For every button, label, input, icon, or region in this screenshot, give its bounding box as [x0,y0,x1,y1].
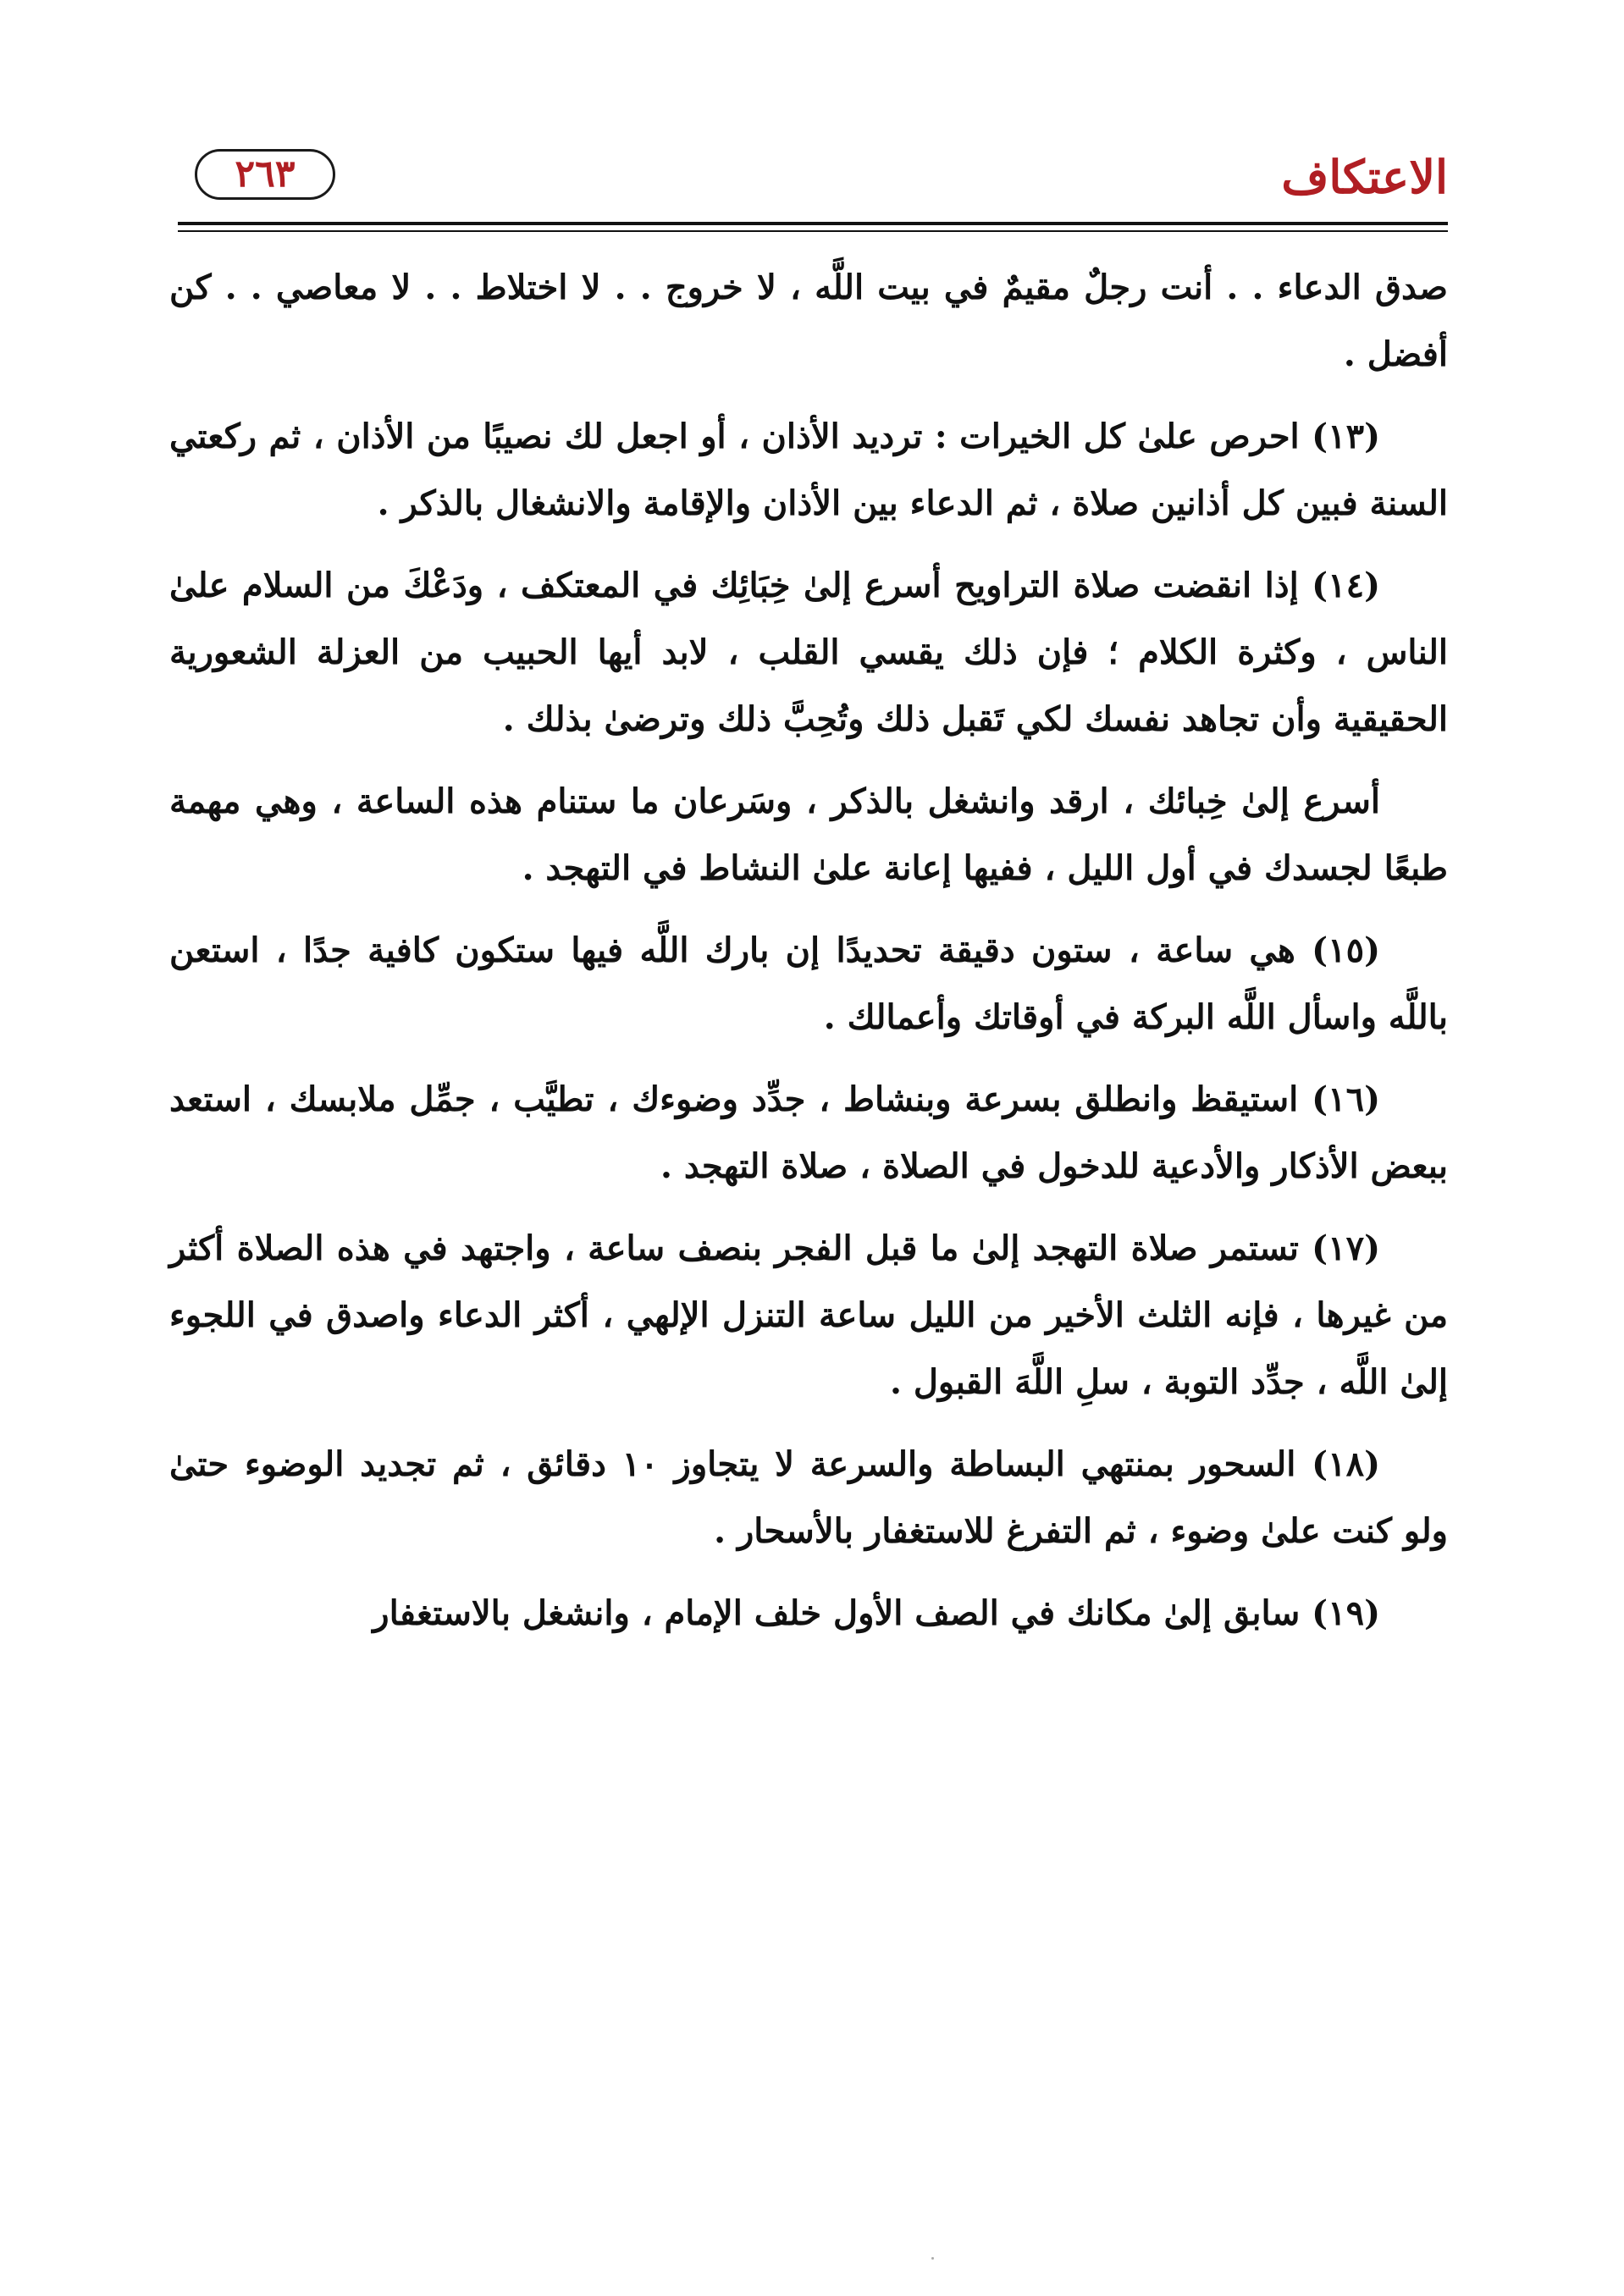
body-text [169,254,1448,2252]
header-rule-thick [178,222,1448,225]
page-footer-dot [931,2257,934,2260]
page-number: ٢٦٣ [235,152,296,196]
page-number-badge [195,149,335,200]
header-rule-thin [178,230,1448,232]
paragraph-item-15: (١٥) هي ساعة ، ستون دقيقة تحديدًا إن بارك اللَّه فيها ستكون كافية جدًا ، استعن باللَّه واسأل اللَّه البركة في أوقاتك وأعمالك . [169,930,1448,1037]
paragraph-item-17: (١٧) تستمر صلاة التهجد إلىٰ ما قبل الفجر بنصف ساعة ، واجتهد في هذه الصلاة أكثر من غيرها ، فإنه الثلث الأخير من الليل ساعة التنزل الإلهي ، أكثر الدعاء واصدق في اللجوء إلىٰ اللَّه ، جدِّد التوبة ، سلِ اللَّهَ القبول . [169,1228,1448,1402]
paragraph-hurry-to-tent: أسرع إلىٰ خِبائك ، ارقد وانشغل بالذكر ، وسَرعان ما ستنام هذه الساعة ، وهي مهمة طبعًا لجسدك في أول الليل ، ففيها إعانة علىٰ النشاط في التهجد . [169,781,1448,888]
paragraph-item-14: (١٤) إذا انقضت صلاة التراويح أسرع إلىٰ خِبَائِك في المعتكف ، ودَعْكَ من السلام علىٰ الناس ، وكثرة الكلام ؛ فإن ذلك يقسي القلب ، لابد أيها الحبيب من العزلة الشعورية الحقيقية وأن تجاهد نفسك لكي تَقبل ذلك وتُحِبَّ ذلك وترضىٰ بذلك . [169,566,1448,739]
paragraph-item-16: (١٦) استيقظ وانطلق بسرعة وبنشاط ، جدِّد وضوءك ، تطيَّب ، جمِّل ملابسك ، استعد ببعض الأذكار والأدعية للدخول في الصلاة ، صلاة التهجد . [169,1079,1448,1186]
page-header [178,144,1448,212]
chapter-title: الاعتكاف [1281,150,1448,204]
paragraph-item-19: (١٩) سابق إلىٰ مكانك في الصف الأول خلف الإمام ، وانشغل بالاستغفار [373,1593,1380,1633]
paragraph-item-13: (١٣) احرص علىٰ كل الخيرات : ترديد الأذان ، أو اجعل لك نصيبًا من الأذان ، ثم ركعتي السنة فبين كل أذانين صلاة ، ثم الدعاء بين الأذان والإقامة والانشغال بالذكر . [169,417,1448,523]
paragraph-continuation: صدق الدعاء . . أنت رجلٌ مقيمٌ في بيت اللَّه ، لا خروج . . لا اختلاط . . لا معاصي . . كن أفضل . [169,268,1448,374]
paragraph-item-18: (١٨) السحور بمنتهي البساطة والسرعة لا يتجاوز ١٠ دقائق ، ثم تجديد الوضوء حتىٰ ولو كنت علىٰ وضوء ، ثم التفرغ للاستغفار بالأسحار . [169,1444,1448,1551]
